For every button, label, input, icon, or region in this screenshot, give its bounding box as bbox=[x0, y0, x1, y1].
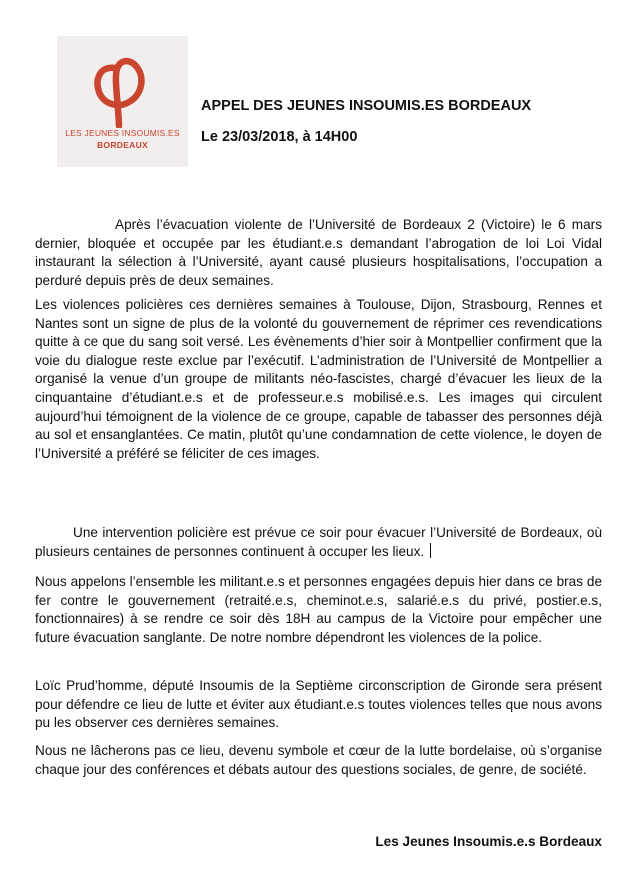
organization-logo bbox=[57, 36, 188, 167]
paragraph-6: Nous ne lâcherons pas ce lieu, devenu symbole et cœur de la lutte bordelaise, où s’organise chaque jour des conférences et débats autour des questions sociales, de genre, de société. bbox=[35, 743, 602, 777]
paragraph-1: Après l’évacuation violente de l’Université de Bordeaux 2 (Victoire) le 6 mars dernier, bloquée et occupée par les étudiant.e.s demandant l’abrogation de loi Loi Vidal instaurant la sélection à l’Université, ayant causé plusieurs hospitalisations, l’occupation a perduré depuis près de deux semaines. bbox=[35, 217, 602, 288]
paragraph-3 bbox=[35, 524, 602, 561]
document-title: APPEL DES JEUNES INSOUMIS.ES BORDEAUX bbox=[201, 98, 532, 114]
logo-text-line1: LES JEUNES INSOUMIS.ES bbox=[65, 128, 180, 138]
phi-symbol-icon bbox=[85, 44, 160, 128]
paragraph-4: Nous appelons l’ensemble les militant.e.s et personnes engagées depuis hier dans ce bras de fer contre le gouvernement (retraité.e.s, cheminot.e.s, salarié.e.s du privé, postier.e.s, fonctionnaires) à se rendre ce soir dès 18H au campus de la Victoire pour empêcher une future évacuation sanglante. De notre nombre dépendront les violences de la police. bbox=[35, 574, 602, 645]
document-date: Le 23/03/2018, à 14H00 bbox=[201, 129, 358, 145]
paragraph-2: Les violences policières ces dernières semaines à Toulouse, Dijon, Strasbourg, Rennes et Nantes sont un signe de plus de la volonté du gouvernement de réprimer ces revendications quitte à ce que du sang soit versé. Les évènements d’hier soir à Montpellier confirment que la voie du dialogue reste exclue par l’exécutif. L’administration de l’Université de Montpellier a organisé la venue d’un groupe de militants néo-fascistes, chargé d’évacuer les lieux de la cinquantaine d’étudiant.e.s et de professeur.e.s mobilisé.e.s. Les images qui circulent aujourd’hui témoignent de la violence de ce groupe, capable de tabasser des personnes déjà au sol et ensanglantées. Ce matin, plutôt qu’une condamnation de cette violence, le doyen de l’Université a préféré se féliciter de ces images. bbox=[35, 297, 602, 461]
logo-text-line2: BORDEAUX bbox=[96, 140, 149, 150]
paragraph-3-text: Une intervention policière est prévue ce soir pour évacuer l’Université de Bordeaux, où plusieurs centaines de personnes continuent à occuper les lieux. bbox=[35, 525, 602, 559]
text-cursor bbox=[430, 543, 431, 558]
signature: Les Jeunes Insoumis.e.s Bordeaux bbox=[375, 834, 602, 849]
paragraph-5: Loïc Prud’homme, député Insoumis de la Septième circonscription de Gironde sera présent pour défendre ce lieu de lutte et éviter aux étudiant.e.s toutes violences telles que nous avons pu les observer ces dernières semaines. bbox=[35, 678, 602, 731]
